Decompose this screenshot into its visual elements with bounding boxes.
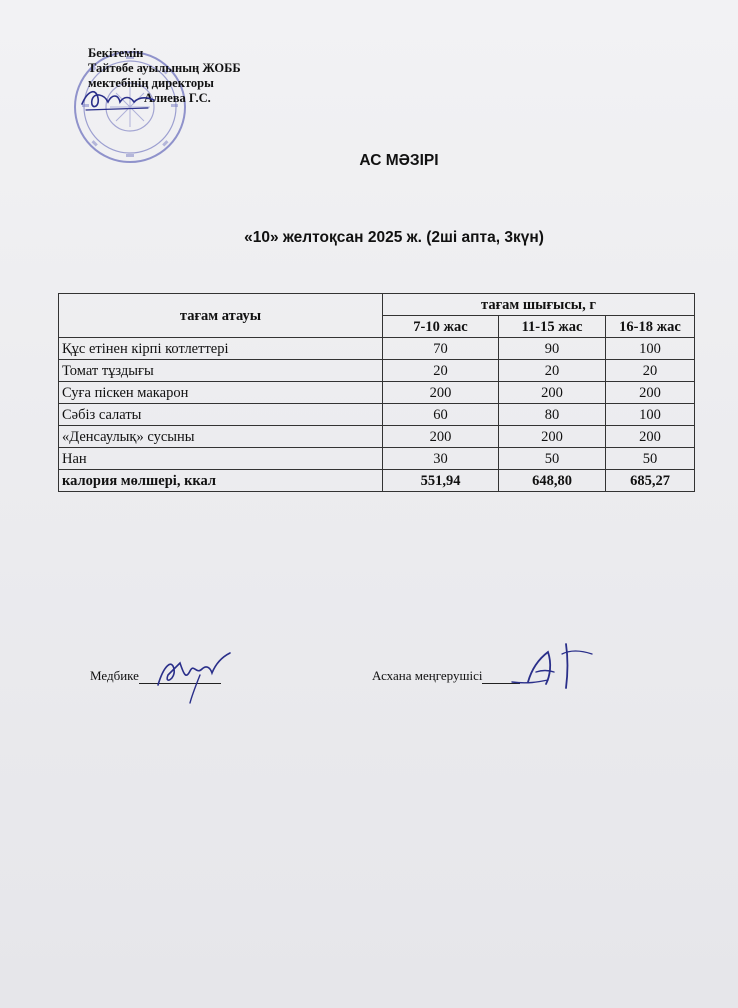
portion-value: 200 [499,382,606,404]
portion-value: 20 [499,360,606,382]
approval-line2: Тайтөбе ауылының ЖОББ [88,61,241,75]
portion-value: 200 [606,426,695,448]
portion-value: 100 [606,338,695,360]
canteen-signature-line [372,668,520,684]
portion-value: 200 [383,382,499,404]
portion-value: 200 [499,426,606,448]
table-row [59,382,695,404]
dish-name: Сәбіз салаты [59,404,383,426]
calorie-value: 648,80 [499,470,606,492]
table-row [59,448,695,470]
total-row [59,470,695,492]
canteen-label: Асхана меңгерушісі [372,668,483,683]
nurse-signature [150,645,236,705]
menu-date: «10» желтоқсан 2025 ж. (2ші апта, 3күн) [244,229,544,246]
table-row [59,404,695,426]
table-row [59,338,695,360]
dish-name: «Денсаулық» сусыны [59,426,383,448]
portion-value: 80 [499,404,606,426]
dish-name: Нан [59,448,383,470]
dish-name: Томат тұздығы [59,360,383,382]
header-output: тағам шығысы, г [383,294,695,316]
approval-line1: Бекітемін [88,46,144,60]
canteen-signature [508,640,600,696]
portion-value: 20 [606,360,695,382]
portion-value: 70 [383,338,499,360]
page-title: АС МӘЗІРІ [359,152,439,169]
dish-name: Құс етінен кірпі котлеттері [59,338,383,360]
portion-value: 200 [606,382,695,404]
table-row [59,426,695,448]
calorie-value: 551,94 [383,470,499,492]
portion-value: 60 [383,404,499,426]
age-group-2: 11-15 жас [499,316,606,338]
header-dish-name: тағам атауы [59,294,383,338]
calorie-label: калория мөлшері, ккал [59,470,383,492]
age-group-3: 16-18 жас [606,316,695,338]
portion-value: 50 [499,448,606,470]
dish-name: Суға піскен макарон [59,382,383,404]
portion-value: 20 [383,360,499,382]
director-name: Алиева Г.С. [144,91,211,105]
portion-value: 100 [606,404,695,426]
table-row [59,360,695,382]
calorie-value: 685,27 [606,470,695,492]
age-group-1: 7-10 жас [383,316,499,338]
table-header-row [59,294,695,316]
menu-table [58,293,695,492]
portion-value: 200 [383,426,499,448]
director-signature [78,82,158,116]
portion-value: 50 [606,448,695,470]
nurse-label: Медбике [90,668,139,683]
portion-value: 30 [383,448,499,470]
portion-value: 90 [499,338,606,360]
approval-line3: мектебінің директоры [88,76,214,90]
